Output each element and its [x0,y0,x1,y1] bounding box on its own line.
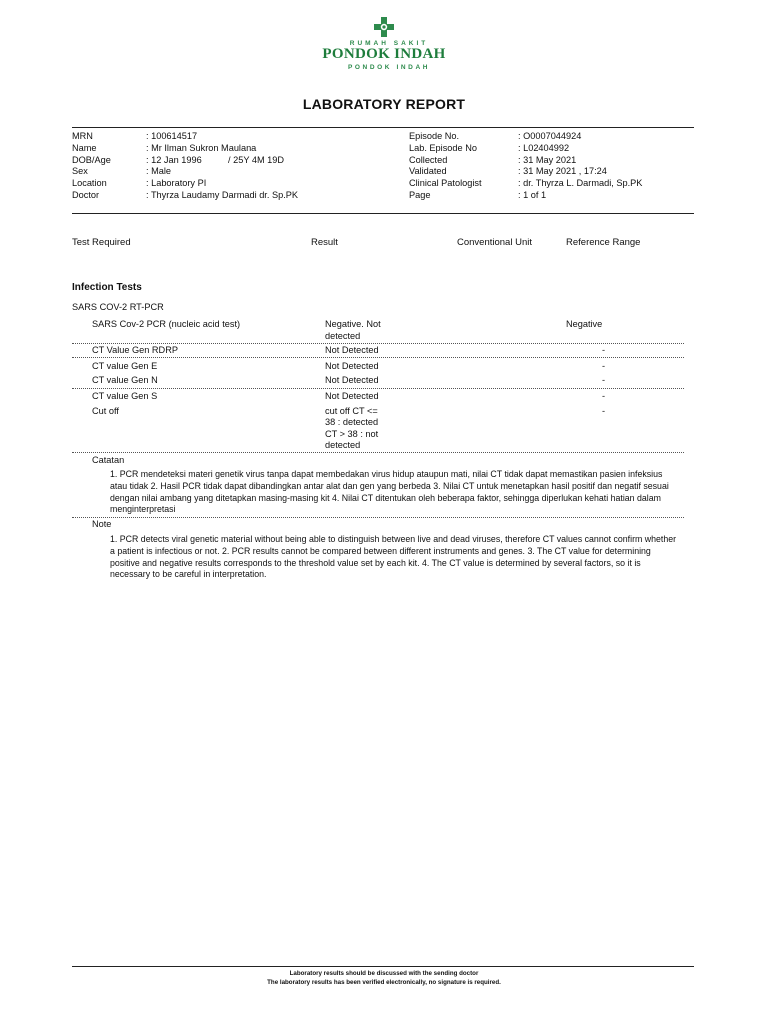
row-divider [72,452,684,453]
patologist-value: : dr. Thyrza L. Darmadi, Sp.PK [518,178,643,188]
logo-hospital-name: PONDOK INDAH [322,46,446,62]
row-divider [72,343,684,344]
row-divider [72,388,684,389]
location-value: : Laboratory PI [146,178,207,188]
test-name: Cut off [92,406,119,416]
logo-top-text: RUMAH SAKIT [349,40,429,47]
row-divider [72,357,684,358]
result-line: CT > 38 : not [325,429,379,439]
name-label: Name [72,143,97,153]
result-line: Not Detected [325,375,379,385]
subsection-title: SARS COV-2 RT-PCR [72,302,164,312]
row-divider [72,517,684,518]
result-line: Not Detected [325,345,379,355]
test-name: CT value Gen E [92,361,158,371]
reference-range: - [602,361,606,371]
header-divider-bottom [72,213,694,214]
page-label: Page [409,190,431,200]
mrn-label: MRN [72,131,93,141]
result-line: cut off CT <= [325,406,378,416]
location-label: Location [72,178,107,188]
test-name: CT Value Gen RDRP [92,345,178,355]
episode-label: Episode No. [409,131,460,141]
name-value: : Mr Ilman Sukron Maulana [146,143,257,153]
footer-line-2: The laboratory results has been verified electronically, no signature is required. [267,979,501,986]
footer-divider [72,966,694,967]
age-value: / 25Y 4M 19D [228,155,285,165]
note-label: Note [92,519,112,529]
collected-value: : 31 May 2021 [518,155,577,165]
test-name: CT value Gen S [92,391,158,401]
footer-line-1: Laboratory results should be discussed with the sending doctor [289,970,479,977]
hospital-cross-logo-icon [374,17,394,37]
result-line: Not Detected [325,391,379,401]
result-line: Not Detected [325,361,379,371]
reference-range: - [602,345,606,355]
column-header-range: Reference Range [566,237,641,248]
page-value: : 1 of 1 [518,190,547,200]
lab-episode-label: Lab. Episode No [409,143,477,153]
result-line: detected [325,440,361,450]
reference-range: - [602,391,606,401]
report-title: LABORATORY REPORT [302,96,466,112]
sex-label: Sex [72,166,88,176]
reference-range: - [602,406,606,416]
column-header-test: Test Required [72,237,131,248]
episode-value: : O0007044924 [518,131,582,141]
reference-range: - [602,375,606,385]
doctor-label: Doctor [72,190,100,200]
patologist-label: Clinical Patologist [409,178,482,188]
column-header-result: Result [311,237,338,248]
collected-label: Collected [409,155,448,165]
validated-label: Validated [409,166,447,176]
column-header-unit: Conventional Unit [457,237,532,248]
catatan-text: 1. PCR mendeteksi materi genetik virus tanpa dapat membedakan virus hidup ataupun mati, nilai CT tidak dapat memastikan pasien infeksius atau tidak 2. Hasil PCR tidak dapat dibandingkan antar alat dan gen yang berbeda 3. Nilai CT untuk menetapkan hasil positif dan negatif sesuai dengan nilai ambang yang ditetapkan masing-masing kit 4. Nilai CT ditentukan oleh beberapa faktor, sehingga diperlukan kehati hatian dalam menginterpretasi [110,469,669,515]
note-text: 1. PCR detects viral genetic material without being able to distinguish between live and dead viruses, therefore CT values cannot confirm whether a patient is infectious or not. 2. PCR results cannot be compared between different instruments and genes. 3. The CT value for determining positive and negative results corresponds to the threshold value set by each kit. 4. The CT value is determined by several factors, so it is necessary to be careful in interpretation. [110,534,677,580]
test-name: CT value Gen N [92,375,158,385]
result-line: 38 : detected [325,417,379,427]
dob-label: DOB/Age [72,155,111,165]
test-name: SARS Cov-2 PCR (nucleic acid test) [92,319,241,329]
dob-value: : 12 Jan 1996 [146,155,202,165]
sex-value: : Male [146,166,172,176]
reference-range: Negative [566,319,603,329]
validated-value: : 31 May 2021 , 17:24 [518,166,607,176]
section-title: Infection Tests [72,282,142,293]
mrn-value: : 100614517 [146,131,198,141]
result-line: detected [325,331,361,341]
header-divider-top [72,127,694,128]
lab-episode-value: : L02404992 [518,143,570,153]
doctor-value: : Thyrza Laudamy Darmadi dr. Sp.PK [146,190,299,200]
result-line: Negative. Not [325,319,381,329]
catatan-label: Catatan [92,455,125,465]
logo-bottom-text: PONDOK INDAH [347,64,431,71]
